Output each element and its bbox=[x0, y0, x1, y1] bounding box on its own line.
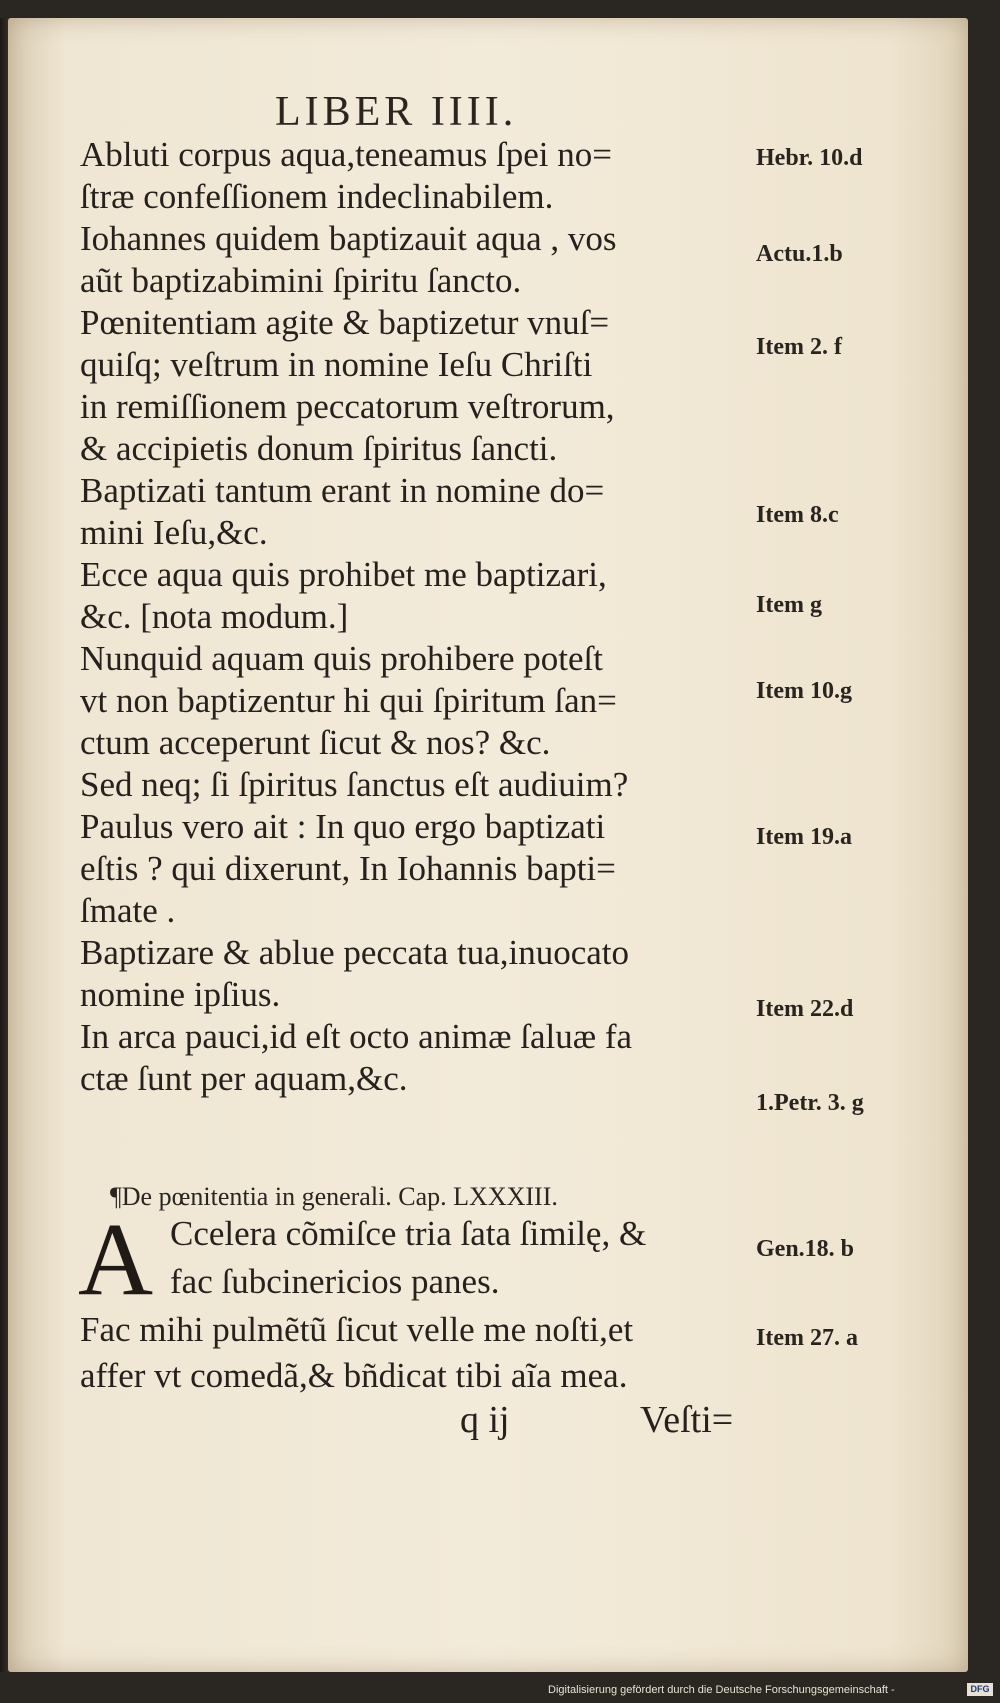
text-line: mini Ieſu,&c. bbox=[80, 513, 268, 552]
text-line: In arca pauci,id eſt octo animæ ſaluæ fa bbox=[80, 1017, 633, 1056]
text-line: affer vt comedã,& bñdicat tibi aĩa mea. bbox=[80, 1356, 628, 1395]
signature-mark: q ij bbox=[460, 1399, 510, 1441]
marginal-reference: Hebr. 10.d bbox=[756, 145, 863, 171]
marginal-reference: Item 2. f bbox=[756, 334, 842, 360]
marginal-reference: Item 10.g bbox=[756, 678, 852, 704]
text-line: Iohannes quidem baptizauit aqua , vos bbox=[80, 219, 617, 258]
marginal-reference: Item 19.a bbox=[756, 824, 852, 850]
text-line: quiſq; veſtrum in nomine Ieſu Chriſti bbox=[80, 345, 593, 384]
text-line: Baptizati tantum erant in nomine do= bbox=[80, 471, 605, 510]
text-line: ctæ ſunt per aquam,&c. bbox=[80, 1059, 408, 1098]
marginal-reference: Item 8.c bbox=[756, 502, 839, 528]
text-line: &c. [nota modum.] bbox=[80, 597, 349, 636]
chapter-heading: ¶De pœnitentia in generali. Cap. LXXXIII. bbox=[110, 1182, 558, 1211]
text-line: in remiſſionem peccatorum veſtrorum, bbox=[80, 387, 615, 426]
digitization-credit: Digitalisierung gefördert durch die Deutsche Forschungsgemeinschaft - bbox=[548, 1684, 895, 1696]
marginal-reference: Gen.18. b bbox=[756, 1236, 855, 1262]
text-line: Ecce aqua quis prohibet me baptizari, bbox=[80, 555, 607, 594]
catchword: Veſti= bbox=[640, 1399, 734, 1441]
text-line: ſmate . bbox=[80, 891, 176, 930]
text-line: fac ſubcinericios panes. bbox=[170, 1262, 500, 1301]
text-line: ctum acceperunt ſicut & nos? &c. bbox=[80, 723, 551, 762]
text-line: Baptizare & ablue peccata tua,inuocato bbox=[80, 933, 630, 972]
text-line: Nunquid aquam quis prohibere poteſt bbox=[80, 639, 603, 678]
running-head: LIBER IIII. bbox=[275, 89, 518, 135]
text-line: nomine ipſius. bbox=[80, 975, 281, 1014]
text-line: & accipietis donum ſpiritus ſancti. bbox=[80, 429, 558, 468]
marginal-reference: 1.Petr. 3. g bbox=[756, 1090, 864, 1116]
text-line: Fac mihi pulmẽtũ ſicut velle me noſti,et bbox=[80, 1310, 634, 1349]
marginal-reference: Item g bbox=[756, 592, 822, 618]
marginal-reference: Item 27. a bbox=[756, 1325, 858, 1351]
text-line: Sed neq; ſi ſpiritus ſanctus eſt audiuim? bbox=[80, 765, 629, 804]
text-line: vt non baptizentur hi qui ſpiritum ſan= bbox=[80, 681, 617, 720]
body-text bbox=[80, 134, 760, 1100]
dfg-logo: DFG bbox=[967, 1683, 993, 1696]
text-line: Abluti corpus aqua,teneamus ſpei no= bbox=[80, 135, 612, 174]
marginal-reference: Item 22.d bbox=[756, 996, 854, 1022]
marginal-reference: Actu.1.b bbox=[756, 241, 843, 267]
text-line: eſtis ? qui dixerunt, In Iohannis bapti= bbox=[80, 849, 616, 888]
text-line: Ccelera cõmiſce tria ſata ſimilę, & bbox=[170, 1214, 647, 1253]
decorated-initial: A bbox=[78, 1202, 154, 1317]
text-line: Pœnitentiam agite & baptizetur vnuſ= bbox=[80, 303, 610, 342]
text-line: ſtræ confeſſionem indeclinabilem. bbox=[80, 177, 554, 216]
text-line: Paulus vero ait : In quo ergo baptizati bbox=[80, 807, 606, 846]
text-line: aũt baptizabimini ſpiritu ſancto. bbox=[80, 261, 522, 300]
